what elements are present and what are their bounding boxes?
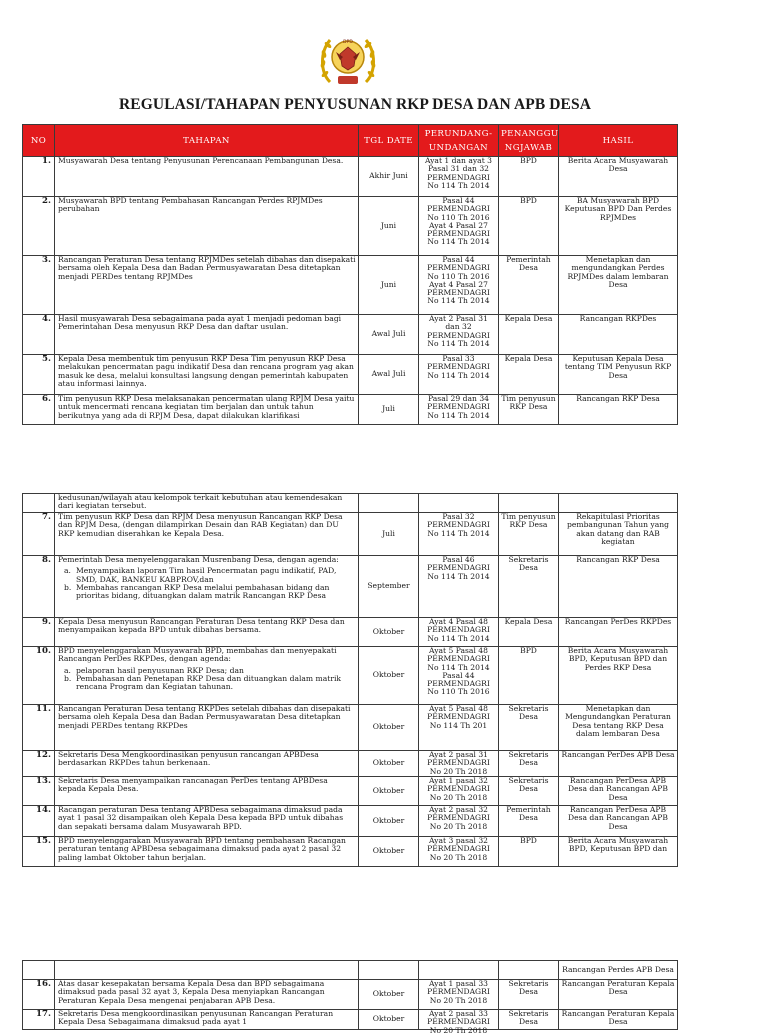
col-header-perundangan-line2: UNDANGAN [428,142,489,153]
cell-tgl: Awal Juli [359,315,419,355]
cell-hasil [559,513,678,556]
cell-penanggungjawab-text: Sekretaris Desa [508,1009,549,1027]
cell-perundangan-text: Ayat 1 dan ayat 3 Pasal 31 dan 32 PERMENDAGRI No 114 Th 2014 [424,156,493,190]
cell-tgl: Juli [359,513,419,556]
cell-empty [559,494,678,513]
table-row [23,751,678,777]
cell-perundangan [419,315,499,355]
cell-tahapan-text: Tim penyusun RKP Desa melaksanakan pencermatan ulang RPJM Desa yaitu untuk mencermati rencana kegiatan tim berjalan dan untuk tahun berikutnya yang ada di RPJM Desa, dapat dilakukan klarifikasi [58,394,355,420]
cell-hasil [559,777,678,806]
cell-perundangan-text: Ayat 2 pasal 31 PERMENDAGRI No 20 Th 2018 [427,750,490,776]
cell-tgl: Akhir Juni [359,157,419,197]
document-title: REGULASI/TAHAPAN PENYUSUNAN RKP DESA DAN APB DESA [119,96,591,113]
table-row [23,315,678,355]
cell-perundangan [419,513,499,556]
cell-perundangan [419,355,499,395]
cell-penanggungjawab-text: BPD [520,156,537,165]
cell-no: 4. [23,315,55,355]
cell-penanggungjawab [499,647,559,705]
cell-penanggungjawab [499,355,559,395]
col-header-tahapan: TAHAPAN [55,125,359,157]
cell-perundangan-text: Pasal 44 PERMENDAGRI No 110 Th 2016 Ayat 4 Pasal 27 PERMENDAGRI No 114 Th 2014 [427,255,490,306]
cell-tahapan-content [58,157,356,165]
cell-no: 12. [23,751,55,777]
cell-tgl: Oktober [359,837,419,867]
cell-tahapan-text: Racangan peraturan Desa tentang APBDesa sebagaimana dimaksud pada ayat 1 pasal 32 disampaikan oleh Kepala Desa kepada BPD untuk dibahas dan sepakati bersama dalam Musyawarah BPD. [58,805,344,831]
logo-text: DPD [343,40,353,45]
cell-hasil-text: Rancangan RKPDes [579,314,657,323]
cell-tahapan [55,837,359,867]
cell-penanggungjawab-text: BPD [520,196,537,205]
cell-penanggungjawab [499,395,559,425]
cell-tgl: Juni [359,256,419,315]
cell-penanggungjawab-text: Sekretaris Desa [508,750,549,768]
cell-tahapan-text: Pemerintah Desa menyelenggarakan Musrenbang Desa, dengan agenda: [58,555,339,564]
cell-hasil [559,157,678,197]
cell-tahapan-text: Kepala Desa membentuk tim penyusun RKP Desa Tim penyusun RKP Desa melakukan pencermatan pagu indikatif Desa dan rencana program yag akan masuk ke desa, melalui konsultasi langsung dengan pemerintah kabupaten atau informasi lainnya. [58,354,354,388]
cell-hasil-text: Menetapkan dan mengundangkan Perdes RPJMDes dalam lembaran Desa [567,255,669,289]
col-header-penanggungjawab [499,125,559,157]
cell-perundangan-text: Ayat 2 Pasal 31 dan 32 PERMENDAGRI No 114 Th 2014 [427,314,490,348]
cell-empty [55,961,359,980]
cell-perundangan-text: Ayat 1 pasal 32 PERMENDAGRI No 20 Th 2018 [427,776,490,802]
table-row-continuation [23,961,678,980]
cell-no: 17. [23,1010,55,1030]
cell-tgl: Juli [359,395,419,425]
cell-tahapan [55,1010,359,1030]
cell-no: 14. [23,806,55,837]
cell-hasil [559,705,678,751]
cell-perundangan [419,197,499,256]
cell-hasil [559,751,678,777]
cell-perundangan [419,157,499,197]
cell-tahapan [55,355,359,395]
cell-hasil-text: Menetapkan dan Mengundangkan Peraturan Desa tentang RKP Desa dalam lembaran Desa [565,704,671,738]
cell-tahapan-continuation: kedusunan/wilayah atau kelompok terkait kebutuhan atau kemendesakan dari kegiatan tersebut. [55,494,359,513]
cell-hasil-text: Rancangan PerDesa APB Desa dan Rancangan APB Desa [568,805,668,831]
col-header-tgl: TGL DATE [359,125,419,157]
cell-tgl: Awal Juli [359,355,419,395]
cell-penanggungjawab-text: Tim penyusun RKP Desa [501,512,556,530]
cell-hasil-text: Berita Acara Musyawarah BPD, Keputusan BPD dan [567,836,669,854]
cell-hasil [559,355,678,395]
cell-tgl: Oktober [359,806,419,837]
cell-perundangan-text: Ayat 5 Pasal 48 PERMENDAGRI No 114 Th 2014 Pasal 44 PERMENDAGRI No 110 Th 2016 [427,646,490,697]
cell-tahapan-text: Rancangan Peraturan Desa tentang RKPDes setelah dibahas dan disepakati bersama oleh Kepala Desa dan Badan Permusyawaratan Desa ditetapkan menjadi PERDes tentang RKPDes [58,704,351,730]
cell-hasil [559,618,678,647]
cell-tahapan [55,256,359,315]
cell-no [23,494,55,513]
cell-tahapan-content [58,315,356,332]
agenda-item [58,567,356,584]
cell-hasil [559,556,678,618]
cell-tahapan-content [58,513,356,538]
cell-hasil-text: BA Musyawarah BPD Keputusan BPD Dan Perdes RPJMDes [564,196,672,222]
cell-penanggungjawab [499,1010,559,1030]
cell-hasil [559,837,678,867]
agenda-text: Pembahasan dan Penetapan RKP Desa dan dituangkan dalam matrik rencana Program dan Kegiatan tahunan. [76,673,341,692]
agenda-text: Menyampaikan laporan Tim hasil Pencermatan pagu indikatif, PAD, SMD, DAK, BANKEU KABPROV,dan [76,566,337,584]
cell-tahapan-text: Sekretaris Desa mengkoordinasikan penyusunan Rancangan Peraturan Kepala Desa Sebagaimana dimaksud pada ayat 1 [58,1009,334,1027]
table-row [23,806,678,837]
cell-hasil [559,256,678,315]
cell-penanggungjawab-text: Kepala Desa [504,354,553,363]
table-row-continuation [23,494,678,513]
table-row [23,837,678,867]
cell-empty [499,494,559,513]
cell-tgl: Oktober [359,777,419,806]
cell-tahapan-text: Hasil musyawarah Desa sebagaimana pada ayat 1 menjadi pedoman bagi Pemerintahan Desa menyusun RKP Desa dan daftar usulan. [58,314,342,332]
cell-tahapan [55,157,359,197]
cell-hasil-text: Berita Acara Musyawarah BPD, Keputusan BPD dan Perdes RKP Desa [567,646,669,672]
cell-penanggungjawab [499,513,559,556]
cell-penanggungjawab [499,618,559,647]
agenda-marker: a. [64,665,71,675]
cell-tahapan [55,806,359,837]
agenda-marker: b. [64,673,72,683]
cell-tahapan-text: Sekretaris Desa Mengkoordinasikan penyusun rancangan APBDesa berdasarkan RKPDes tahun berkenaan. [58,750,319,768]
cell-perundangan-text: Pasal 46 PERMENDAGRI No 114 Th 2014 [427,555,490,581]
cell-empty [419,494,499,513]
col-header-pj-line1: PENANGGU [501,128,559,139]
cell-tahapan-content [58,806,356,831]
cell-penanggungjawab-text: Sekretaris Desa [508,979,549,997]
cell-no: 15. [23,837,55,867]
cell-penanggungjawab-text: Pemerintah Desa [506,805,551,823]
cell-no: 7. [23,513,55,556]
cell-tgl: September [359,556,419,618]
cell-no: 13. [23,777,55,806]
cell-hasil-text: Rancangan RKP Desa [576,555,660,564]
agenda-text: pelaporan hasil penyusunan RKP Desa; dan [76,665,244,675]
agenda-list [58,567,356,600]
cell-penanggungjawab-text: BPD [520,836,537,845]
table-row [23,513,678,556]
cell-perundangan-text: Ayat 2 pasal 32 PERMENDAGRI No 20 Th 2018 [427,805,490,831]
cell-perundangan-text: Ayat 2 pasal 33 PERMENDAGRI No 20 Th 2018 [427,1009,490,1035]
cell-hasil [559,395,678,425]
cell-tahapan [55,705,359,751]
cell-hasil-text: Rancangan Peraturan Kepala Desa [561,979,675,997]
cell-perundangan [419,556,499,618]
cell-perundangan [419,647,499,705]
cell-tahapan-content [58,355,356,388]
cell-hasil-continuation: Rancangan Perdes APB Desa [559,961,678,980]
cell-perundangan [419,777,499,806]
cell-penanggungjawab [499,197,559,256]
agenda-item [58,584,356,601]
cell-tgl: Oktober [359,705,419,751]
cell-penanggungjawab [499,705,559,751]
cell-penanggungjawab [499,837,559,867]
cell-perundangan [419,837,499,867]
cell-hasil-text: Berita Acara Musyawarah Desa [567,156,669,174]
col-header-pj-line2: NGJAWAB [504,142,553,153]
cell-tahapan [55,197,359,256]
cell-penanggungjawab [499,806,559,837]
cell-tahapan [55,777,359,806]
table-row [23,705,678,751]
cell-no: 6. [23,395,55,425]
cell-penanggungjawab-text: Sekretaris Desa [508,776,549,794]
cell-tahapan-content [58,197,356,214]
table-header-row [23,125,678,157]
cell-tahapan-content [58,705,356,730]
cell-tahapan-content [58,837,356,862]
cell-hasil-text: Rancangan PerDes APB Desa [561,750,675,759]
cell-no: 5. [23,355,55,395]
cell-tgl: Oktober [359,980,419,1010]
cell-penanggungjawab-text: BPD [520,646,537,655]
col-header-perundangan-line1: PERUNDANG- [424,128,493,139]
table-row [23,777,678,806]
table-row [23,647,678,705]
cell-tahapan-text: Musyawarah BPD tentang Pembahasan Rancangan Perdes RPJMDes perubahan [58,196,323,214]
cell-tahapan-content [58,256,356,281]
cell-tahapan-text: Kepala Desa menyusun Rancangan Peraturan Desa tentang RKP Desa dan menyampaikan kepada BPD untuk dibahas bersama. [58,617,345,635]
cell-penanggungjawab [499,777,559,806]
regulation-table-part2 [22,493,678,867]
cell-tahapan-content [58,618,356,635]
cell-hasil-text: Rancangan PerDes RKPDes [564,617,672,626]
cell-tgl: Oktober [359,1010,419,1030]
cell-penanggungjawab-text: Kepala Desa [504,617,553,626]
agenda-marker: b. [64,582,72,592]
cell-perundangan [419,751,499,777]
cell-empty [359,494,419,513]
cell-penanggungjawab [499,980,559,1010]
cell-penanggungjawab-text: Pemerintah Desa [506,255,551,273]
cell-no: 10. [23,647,55,705]
cell-hasil-text: Rancangan RKP Desa [576,394,660,403]
cell-hasil [559,647,678,705]
cell-tahapan-content [58,980,356,1005]
cell-tahapan-content [58,777,356,794]
cell-perundangan-text: Pasal 32 PERMENDAGRI No 114 Th 2014 [427,512,490,538]
cell-perundangan [419,806,499,837]
cell-no: 9. [23,618,55,647]
cell-penanggungjawab [499,157,559,197]
cell-tahapan-text: Tim penyusun RKP Desa dan RPJM Desa menyusun Rancangan RKP Desa dan RPJM Desa, (dengan dilampirkan Desain dan RAB Kegiatan) dan DU RKP kemudian diserahkan ke Kepala Desa. [58,512,343,538]
cell-tahapan-content [58,1010,356,1027]
cell-tahapan [55,315,359,355]
cell-penanggungjawab-text: Sekretaris Desa [508,555,549,573]
cell-tahapan [55,751,359,777]
cell-no: 2. [23,197,55,256]
cell-tahapan-text: BPD menyelenggarakan Musyawarah BPD, membahas dan menyepakati Rancangan PerDes RKPDes, dengan agenda: [58,646,337,664]
cell-perundangan [419,980,499,1010]
cell-hasil [559,315,678,355]
cell-tahapan [55,618,359,647]
cell-tahapan [55,395,359,425]
table-row [23,980,678,1010]
table-row [23,197,678,256]
cell-perundangan [419,1009,499,1035]
table-row [23,157,678,197]
col-header-perundangan [419,125,499,157]
cell-tahapan-text: Atas dasar kesepakatan bersama Kepala Desa dan BPD sebagaimana dimaksud pada pasal 32 ayat 3, Kepala Desa menyiapkan Rancangan Peraturan Kepala Desa mengenai penjabaran APB Desa. [58,979,325,1005]
regulation-table-part3 [22,960,678,1035]
cell-tgl: Oktober [359,647,419,705]
cell-tahapan-content [58,751,356,768]
agenda-list [58,667,356,692]
cell-no: 11. [23,705,55,751]
cell-tahapan-content [58,647,356,691]
cell-penanggungjawab [499,751,559,777]
agenda-item [58,675,356,692]
cell-no: 8. [23,556,55,618]
regulation-table-part1 [22,124,678,425]
cell-empty [359,961,419,980]
cell-empty [23,961,55,980]
cell-perundangan [419,395,499,425]
col-header-no: NO [23,125,55,157]
cell-no: 3. [23,256,55,315]
cell-hasil [559,980,678,1010]
cell-perundangan-text: Pasal 33 PERMENDAGRI No 114 Th 2014 [427,354,490,380]
table-row [23,1010,678,1030]
garuda-emblem-logo [316,30,380,92]
cell-tahapan-text: Sekretaris Desa menyampaikan rancanagan PerDes tentang APBDesa kepada Kepala Desa. [58,776,328,794]
cell-tahapan [55,513,359,556]
cell-perundangan-text: Pasal 29 dan 34 PERMENDAGRI No 114 Th 2014 [427,394,490,420]
cell-perundangan [419,705,499,751]
cell-tahapan [55,980,359,1010]
cell-tgl: Oktober [359,751,419,777]
cell-penanggungjawab-text: Sekretaris Desa [508,704,549,722]
cell-empty [419,961,499,980]
cell-penanggungjawab [499,556,559,618]
cell-hasil [559,806,678,837]
cell-hasil-text: Rancangan Peraturan Kepala Desa [561,1009,675,1027]
table-row [23,355,678,395]
cell-hasil-text: Rancangan PerDesa APB Desa dan Rancangan APB Desa [568,776,668,802]
cell-perundangan [419,618,499,647]
cell-hasil [559,1010,678,1030]
cell-no: 16. [23,980,55,1010]
cell-tahapan [55,647,359,705]
cell-empty [499,961,559,980]
cell-tgl: Juni [359,197,419,256]
cell-perundangan-text: Ayat 3 pasal 32 PERMENDAGRI No 20 Th 2018 [427,836,490,862]
cell-tahapan-content [58,395,356,420]
cell-tgl: Oktober [359,618,419,647]
table-row [23,556,678,618]
cell-hasil-text: Rekapitulasi Prioritas pembangunan Tahun yang akan datang dan RAB kegiatan [567,512,669,546]
cell-perundangan-text: Ayat 4 Pasal 48 PERMENDAGRI No 114 Th 2014 [427,617,490,643]
cell-penanggungjawab [499,256,559,315]
table-row [23,256,678,315]
cell-tahapan [55,556,359,618]
cell-tahapan-text: BPD menyelenggarakan Musyawarah BPD tentang pembahasan Racangan peraturan tentang APBDesa sebagaimana dimaksud pada ayat 2 pasal 32 paling lambat Oktober tahun berjalan. [58,836,346,862]
cell-hasil [559,197,678,256]
cell-perundangan-text: Pasal 44 PERMENDAGRI No 110 Th 2016 Ayat 4 Pasal 27 PERMENDAGRI No 114 Th 2014 [427,196,490,247]
cell-penanggungjawab-text: Kepala Desa [504,314,553,323]
agenda-text: Membahas rancangan RKP Desa melalui pembahasan bidang dan prioritas bidang, dituangkan dalam matrik Rancangan RKP Desa [76,582,330,601]
cell-tahapan-content [58,556,356,600]
cell-perundangan-text: Ayat 1 pasal 33 PERMENDAGRI No 20 Th 2018 [427,979,490,1005]
cell-perundangan [419,256,499,315]
cell-perundangan-text: Ayat 5 Pasal 48 PERMENDAGRI No 114 Th 201 [427,704,490,730]
cell-tahapan-text: Rancangan Peraturan Desa tentang RPJMDes setelah dibahas dan disepakati bersama oleh Kepala Desa dan Badan Permusyawaratan Desa ditetapkan menjadi PERDes tentang RPJMDes [58,255,356,281]
table-row [23,395,678,425]
cell-no: 1. [23,157,55,197]
cell-penanggungjawab-text: Tim penyusun RKP Desa [501,394,556,412]
table-row [23,618,678,647]
cell-penanggungjawab [499,315,559,355]
cell-tahapan-text: Musyawarah Desa tentang Penyusunan Perencanaan Pembangunan Desa. [58,156,344,165]
col-header-hasil: HASIL [559,125,678,157]
cell-hasil-text: Keputusan Kepala Desa tentang TIM Penyusun RKP Desa [564,354,672,380]
agenda-marker: a. [64,566,71,576]
